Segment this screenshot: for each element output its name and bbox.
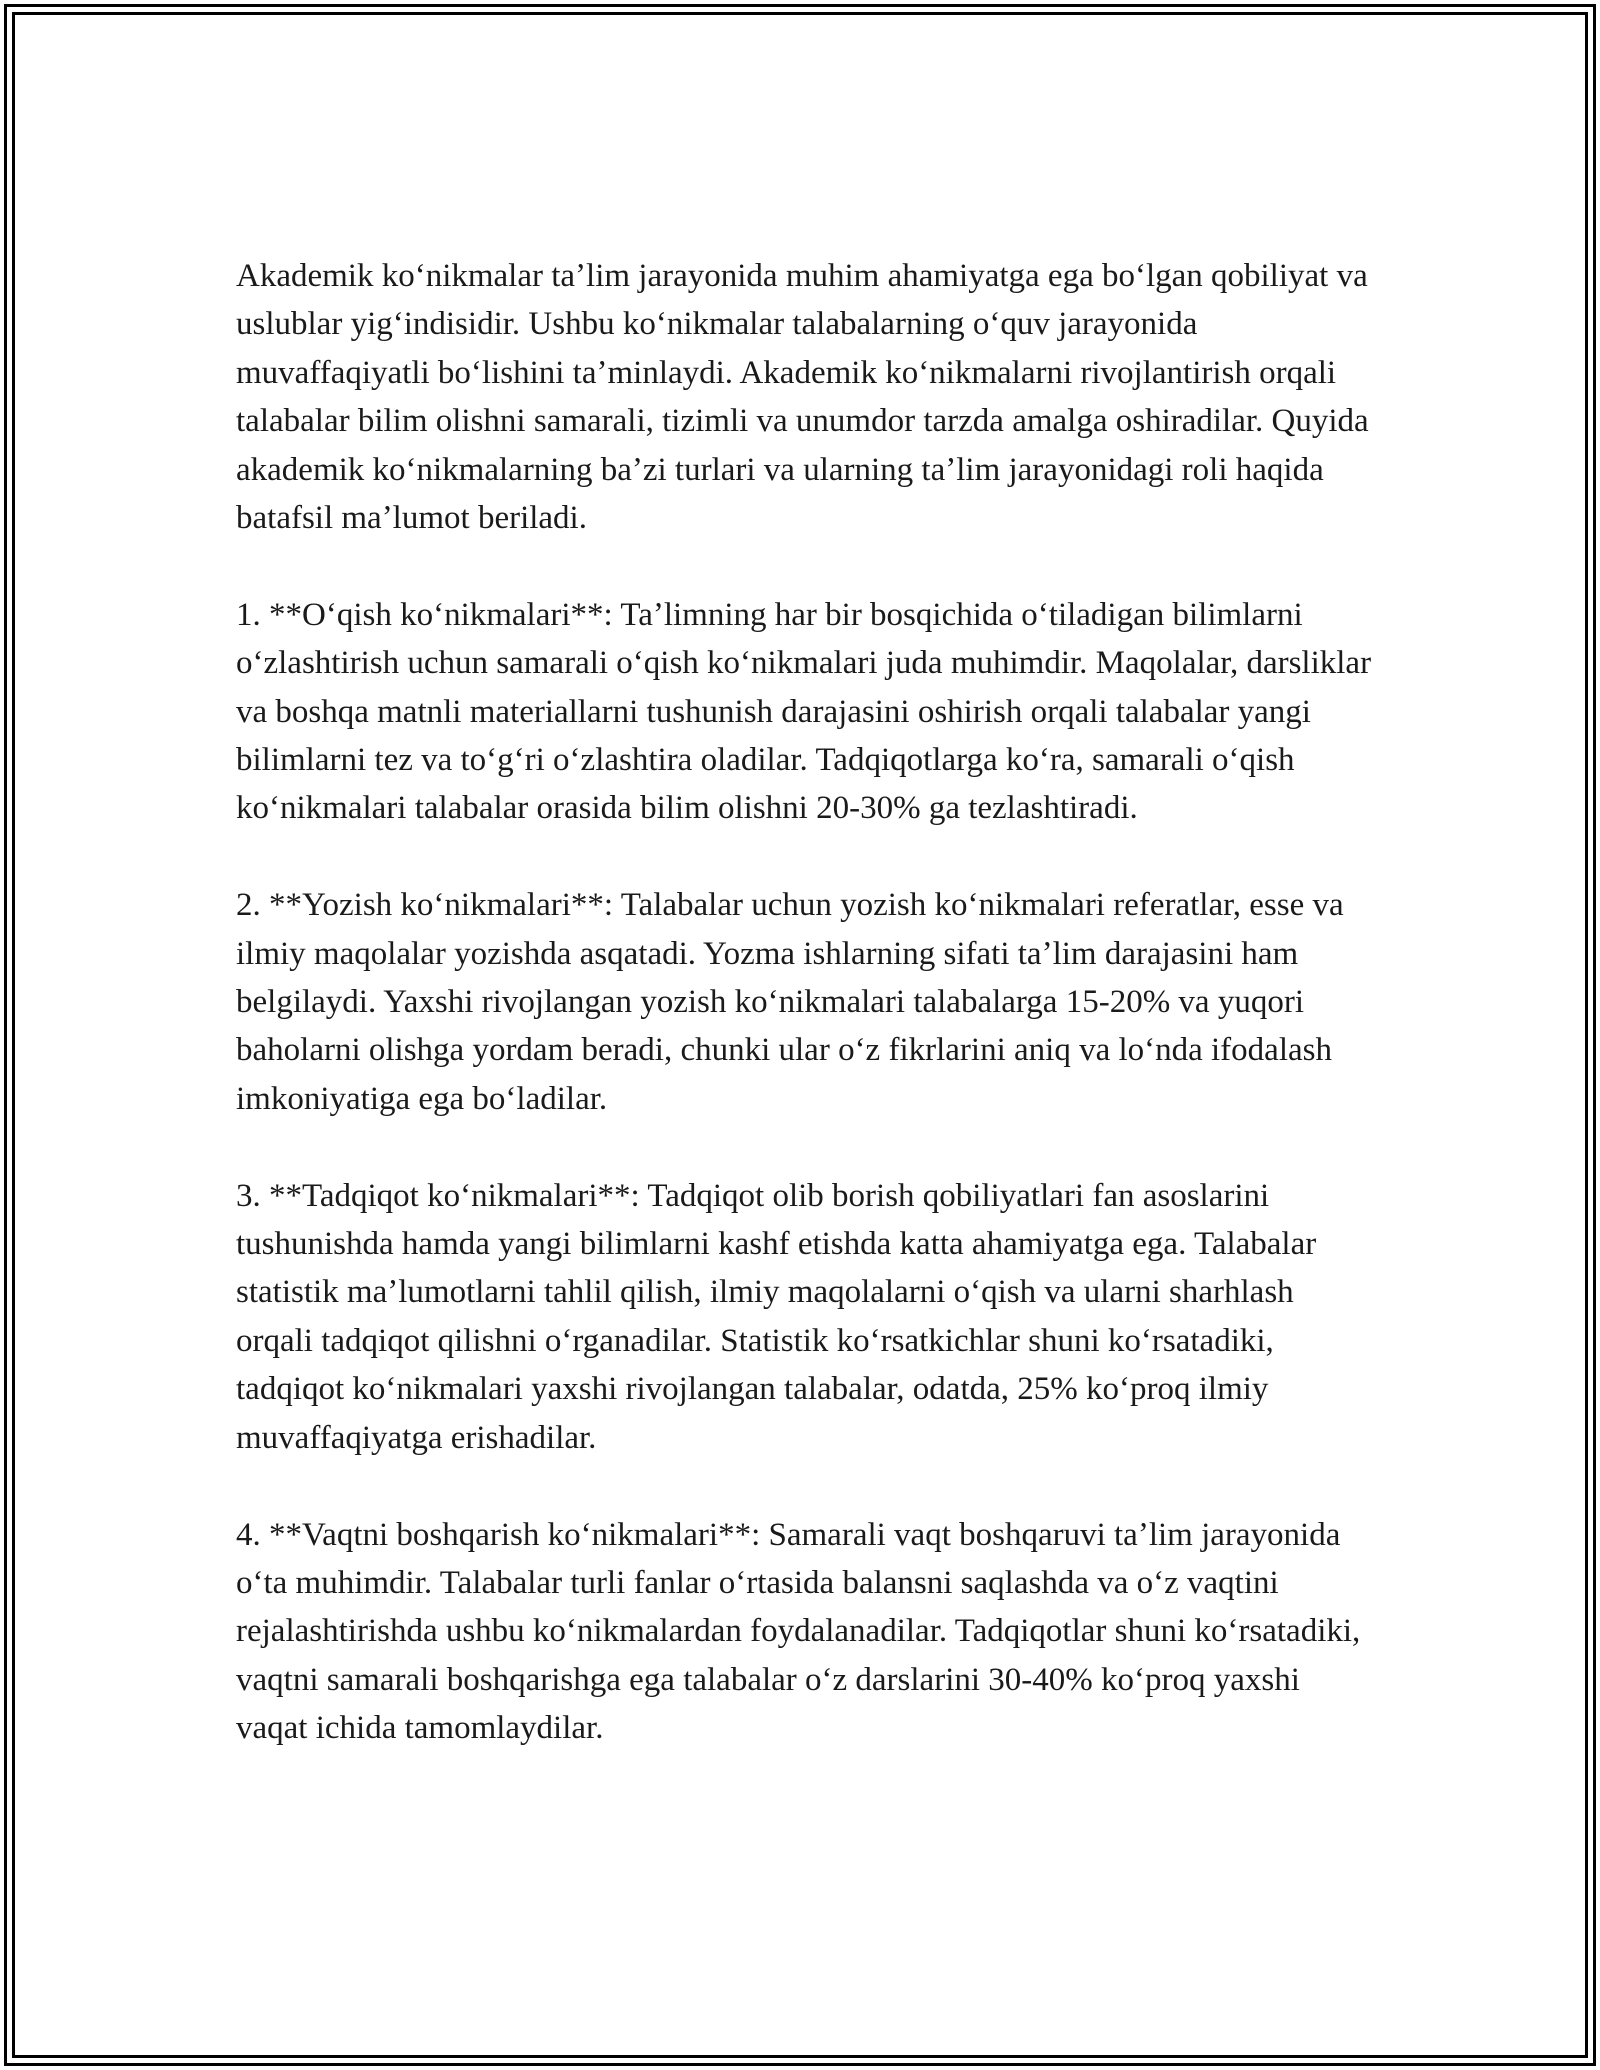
reading-skills-paragraph: 1. **Oʻqish koʻnikmalari**: Taʼlimning har bir bosqichida oʻtiladigan bilimlarni oʻzlashtirish uchun samarali oʻqish koʻnikmalari juda muhimdir. Maqolalar, darsliklar va boshqa matnli materiallarni tushunish darajasini oshirish orqali talabalar yangi bilimlarni tez va toʻgʻri oʻzlashtira oladilar. Tadqiqotlarga koʻra, samarali oʻqish koʻnikmalari talabalar orasida bilim olishni 20-30% ga tezlashtiradi.	[236, 596, 1372, 827]
time-management-paragraph: 4. **Vaqtni boshqarish koʻnikmalari**: Samarali vaqt boshqaruvi taʼlim jarayonida oʻta muhimdir. Talabalar turli fanlar oʻrtasida balansni saqlashda va oʻz vaqtini rejalashtirishda ushbu koʻnikmalardan foydalanadilar. Tadqiqotlar shuni koʻrsatadiki, vaqtni samarali boshqarishga ega talabalar oʻz darslarini 30-40% koʻproq yaxshi vaqat ichida tamomlaydilar.	[236, 1516, 1361, 1747]
intro-paragraph: Akademik koʻnikmalar taʼlim jarayonida muhim ahamiyatga ega boʻlgan qobiliyat va uslublar yigʻindisidir. Ushbu koʻnikmalar talabalarning oʻquv jarayonida muvaffaqiyatli boʻlishini taʼminlaydi. Akademik koʻnikmalarni rivojlantirish orqali talabalar bilim olishni samarali, tizimli va unumdor tarzda amalga oshiradilar. Quyida akademik koʻnikmalarning baʼzi turlari va ularning taʼlim jarayonidagi roli haqida batafsil maʼlumot beriladi.	[236, 258, 1369, 537]
writing-skills-paragraph: 2. **Yozish koʻnikmalari**: Talabalar uchun yozish koʻnikmalari referatlar, esse va ilmiy maqolalar yozishda asqatadi. Yozma ishlarning sifati taʼlim darajasini ham belgilaydi. Yaxshi rivojlangan yozish koʻnikmalari talabalarga 15-20% va yuqori baholarni olishga yordam beradi, chunki ular oʻz fikrlarini aniq va loʻnda ifodalash imkoniyatiga ega boʻladilar.	[236, 887, 1344, 1117]
research-skills-paragraph: 3. **Tadqiqot koʻnikmalari**: Tadqiqot olib borish qobiliyatlari fan asoslarini tushunishda hamda yangi bilimlarni kashf etishda katta ahamiyatga ega. Talabalar statistik maʼlumotlarni tahlil qilish, ilmiy maqolalarni oʻqish va ularni sharhlash orqali tadqiqot qilishni oʻrganadilar. Statistik koʻrsatkichlar shuni koʻrsatadiki, tadqiqot koʻnikmalari yaxshi rivojlangan talabalar, odatda, 25% koʻproq ilmiy muvaffaqiyatga erishadilar.	[236, 1177, 1317, 1456]
document-body	[236, 252, 1376, 1801]
